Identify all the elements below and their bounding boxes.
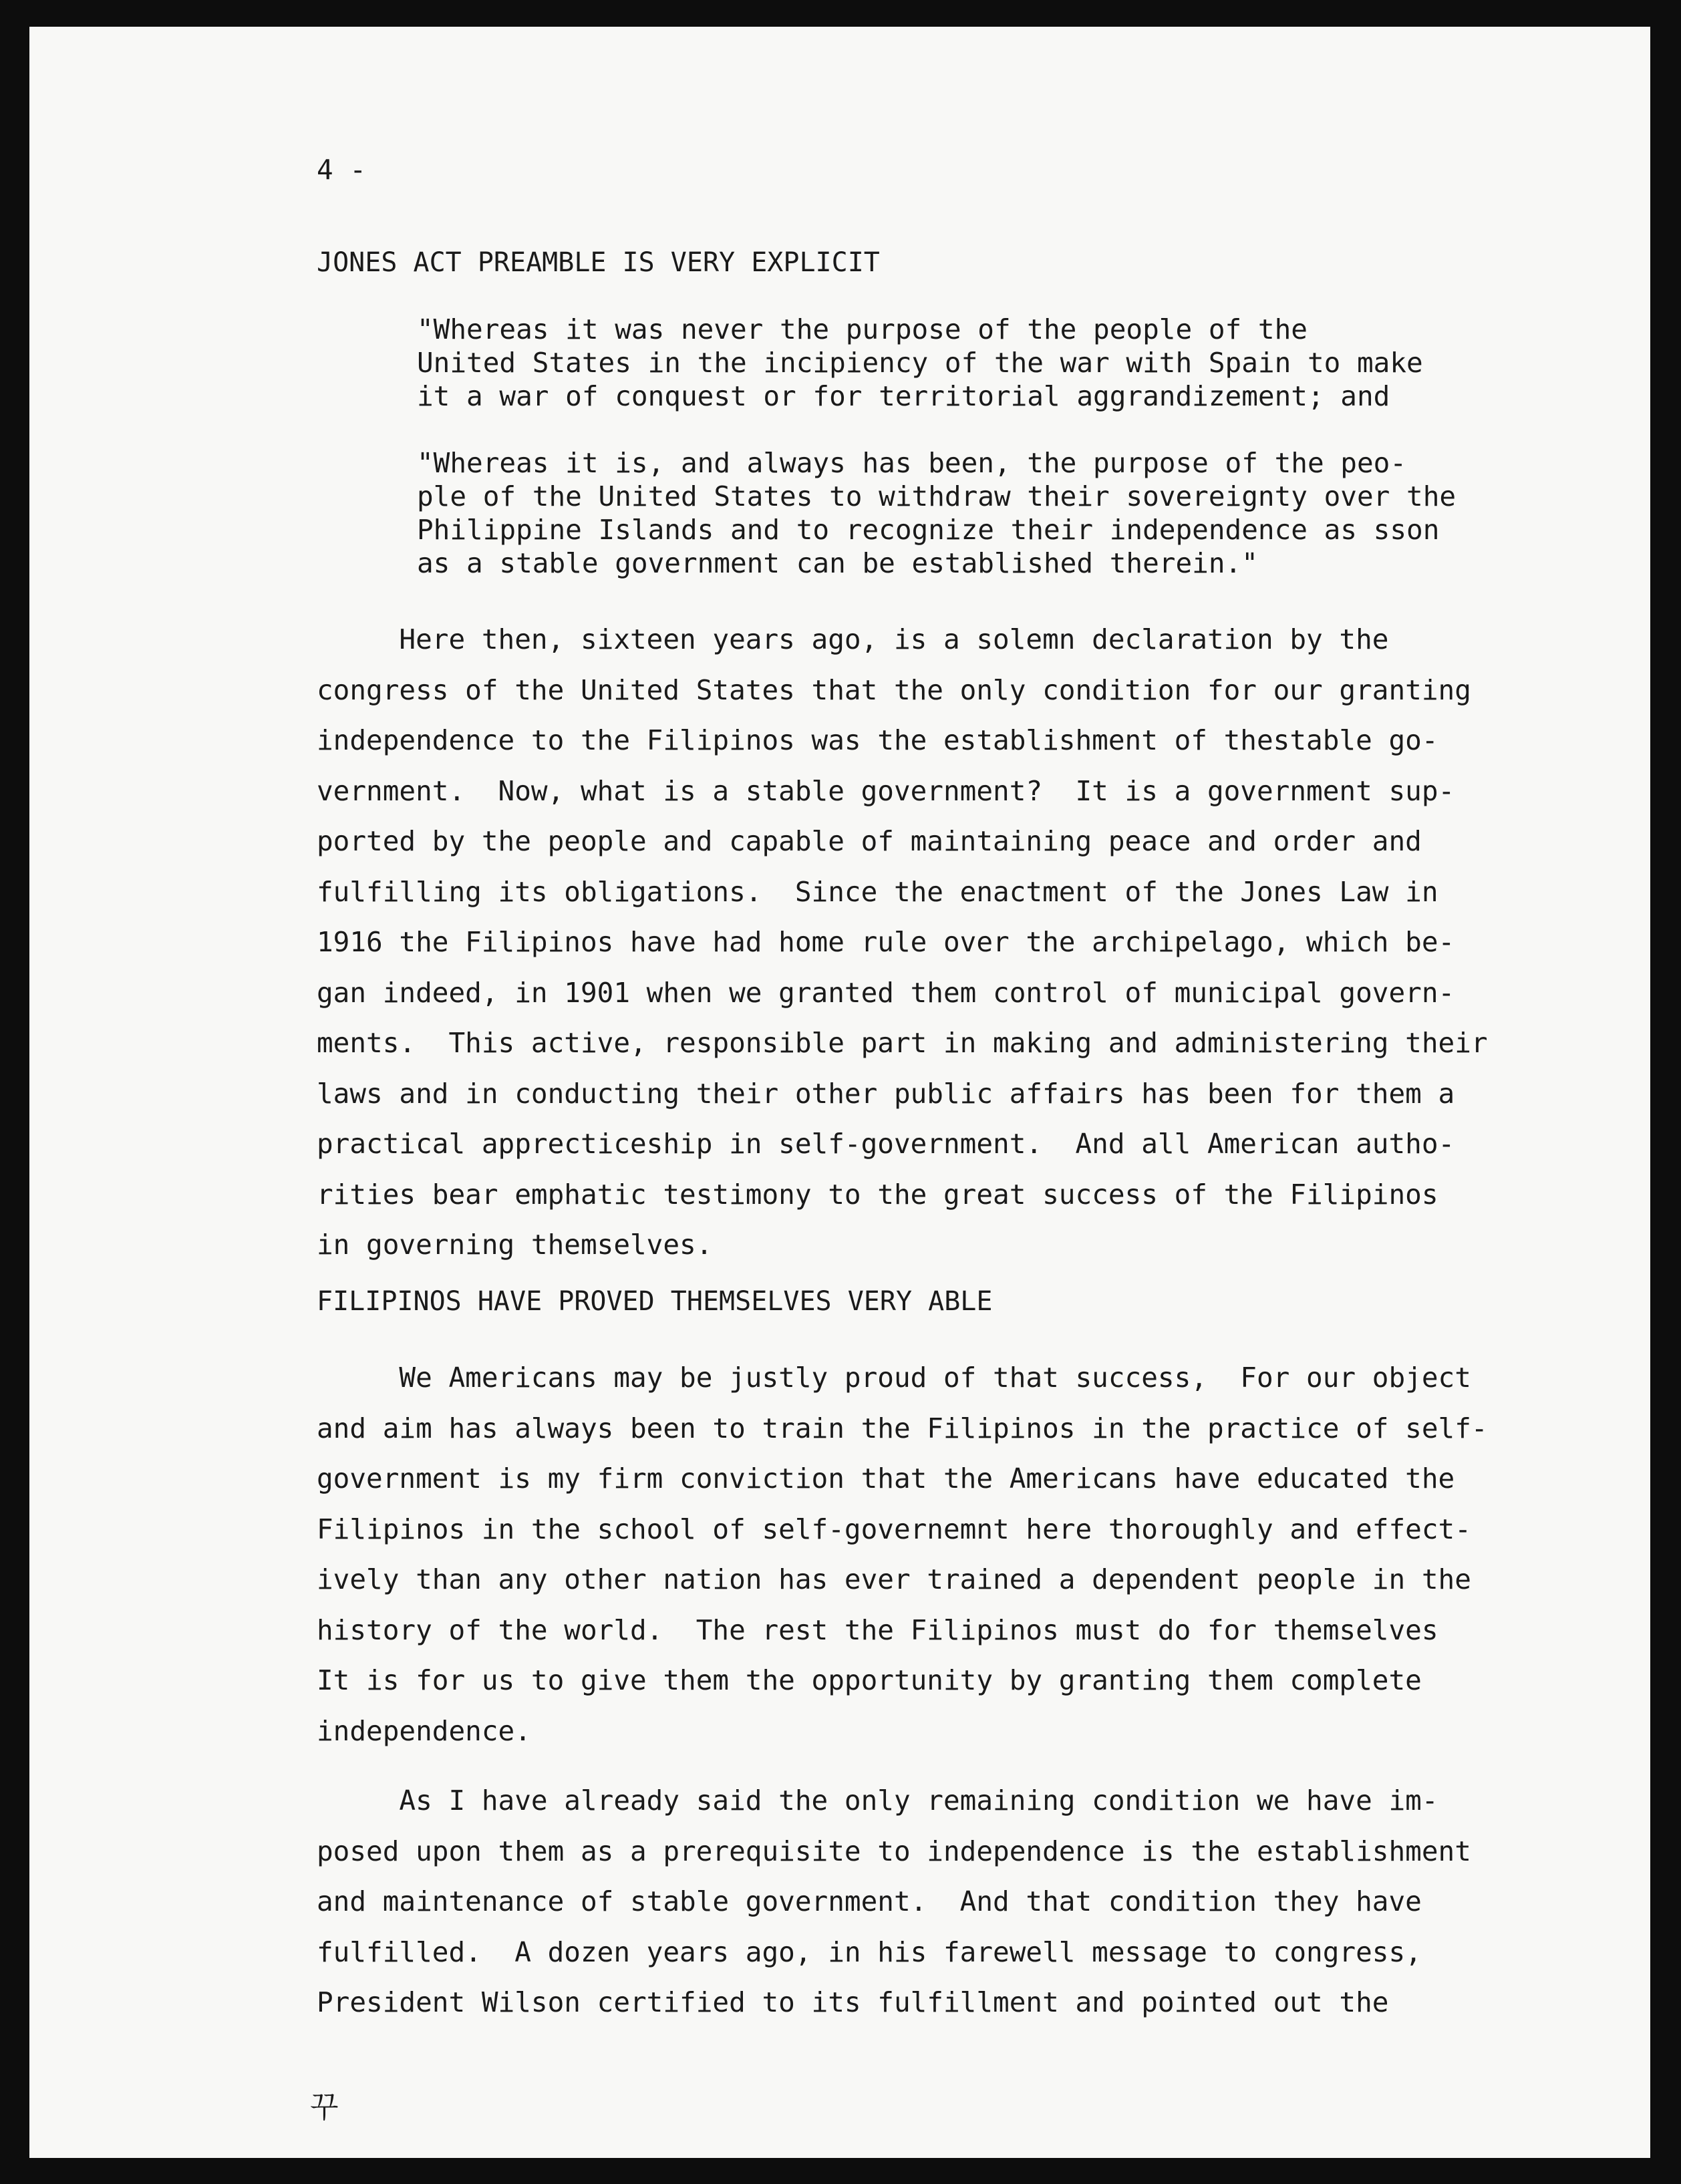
quote-line: "Whereas it is, and always has been, the purpose of the peo- bbox=[417, 447, 1407, 479]
paragraph-line: history of the world. The rest the Filipinos must do for themselves bbox=[317, 1613, 1438, 1646]
paragraph-line: independence to the Filipinos was the establishment of thestable go- bbox=[317, 724, 1438, 756]
section-heading-filipinos-able: FILIPINOS HAVE PROVED THEMSELVES VERY ABLE bbox=[317, 1286, 993, 1317]
paragraph-stable-government bbox=[317, 615, 1488, 1271]
quote-line: it a war of conquest or for territorial aggrandizement; and bbox=[417, 380, 1390, 412]
paragraph-line: vernment. Now, what is a stable government? It is a government sup- bbox=[317, 774, 1455, 807]
paragraph-line: practical apprecticeship in self-government. And all American autho- bbox=[317, 1128, 1455, 1160]
section-heading-jones-act: JONES ACT PREAMBLE IS VERY EXPLICIT bbox=[317, 247, 880, 278]
quote-block-1 bbox=[417, 313, 1423, 413]
footer-handwritten-mark: 꾸 bbox=[310, 2090, 339, 2125]
paragraph-line: government is my firm conviction that the Americans have educated the bbox=[317, 1462, 1455, 1495]
paragraph-line: It is for us to give them the opportunity by granting them complete bbox=[317, 1664, 1422, 1696]
quote-block-2 bbox=[417, 446, 1456, 580]
paragraph-line: Here then, sixteen years ago, is a solemn declaration by the bbox=[317, 623, 1389, 655]
paragraph-line: independence. bbox=[317, 1714, 531, 1747]
quote-line: as a stable government can be established therein." bbox=[417, 547, 1258, 579]
quote-line: United States in the incipiency of the war with Spain to make bbox=[417, 347, 1423, 379]
paragraph-line: and aim has always been to train the Filipinos in the practice of self- bbox=[317, 1412, 1488, 1444]
paragraph-line: fulfilling its obligations. Since the enactment of the Jones Law in bbox=[317, 875, 1438, 908]
paragraph-line: ported by the people and capable of maintaining peace and order and bbox=[317, 825, 1422, 857]
paragraph-line: posed upon them as a prerequisite to independence is the establishment bbox=[317, 1835, 1471, 1867]
quote-line: ple of the United States to withdraw their sovereignty over the bbox=[417, 480, 1457, 512]
paragraph-line: 1916 the Filipinos have had home rule over the archipelago, which be- bbox=[317, 926, 1455, 958]
paragraph-line: in governing themselves. bbox=[317, 1229, 713, 1261]
paragraph-americans-proud bbox=[317, 1353, 1488, 1756]
paragraph-line: rities bear emphatic testimony to the great success of the Filipinos bbox=[317, 1178, 1438, 1211]
quote-line: "Whereas it was never the purpose of the people of the bbox=[417, 313, 1308, 345]
paragraph-line: fulfilled. A dozen years ago, in his farewell message to congress, bbox=[317, 1935, 1422, 1968]
paragraph-line: ments. This active, responsible part in making and administering their bbox=[317, 1027, 1488, 1059]
paragraph-line: congress of the United States that the only condition for our granting bbox=[317, 673, 1471, 706]
paragraph-line: President Wilson certified to its fulfillment and pointed out the bbox=[317, 1986, 1389, 2018]
paragraph-remaining-condition bbox=[317, 1776, 1471, 2028]
page-number: 4 - bbox=[317, 154, 367, 186]
paragraph-line: ively than any other nation has ever trained a dependent people in the bbox=[317, 1563, 1471, 1595]
paragraph-line: and maintenance of stable government. And that condition they have bbox=[317, 1885, 1422, 1917]
paragraph-line: Filipinos in the school of self-governemnt here thoroughly and effect- bbox=[317, 1513, 1471, 1545]
paragraph-line: gan indeed, in 1901 when we granted them control of municipal govern- bbox=[317, 976, 1455, 1009]
document-page bbox=[29, 27, 1650, 2158]
quote-line: Philippine Islands and to recognize their independence as sson bbox=[417, 514, 1440, 546]
paragraph-line: laws and in conducting their other public affairs has been for them a bbox=[317, 1077, 1455, 1110]
paragraph-line: As I have already said the only remaining condition we have im- bbox=[317, 1784, 1438, 1817]
paragraph-line: We Americans may be justly proud of that success, For our object bbox=[317, 1362, 1471, 1394]
